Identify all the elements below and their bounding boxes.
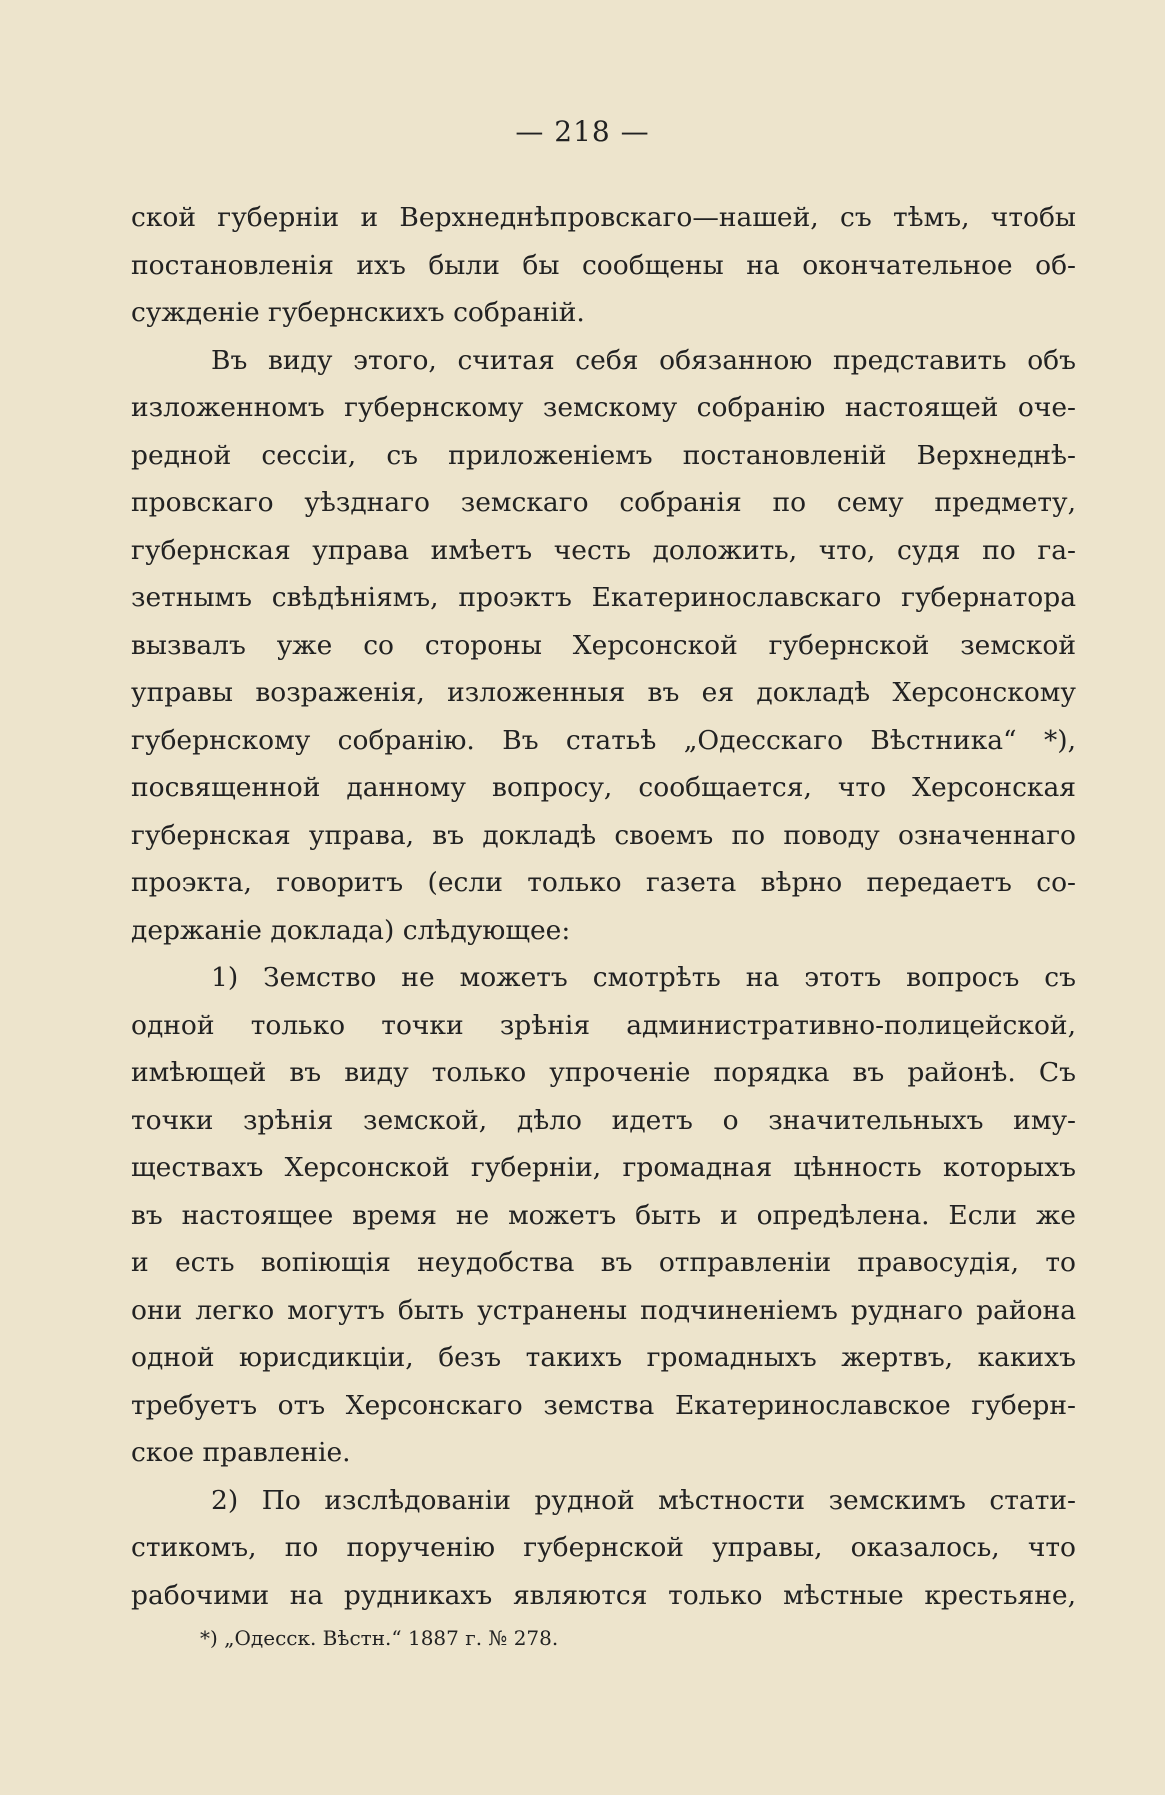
text-line: держаніе доклада) слѣдующее: bbox=[131, 914, 571, 946]
text-line: губернская управа имѣетъ честь доложить, что, судя по га- bbox=[131, 534, 1076, 566]
text-line: ской губерніи и Верхнеднѣпровскаго—нашей, съ тѣмъ, чтобы bbox=[131, 202, 1076, 233]
text-line: рабочими на рудникахъ являются только мѣстные крестьяне, bbox=[131, 1579, 1076, 1611]
page-number: — 218 — bbox=[515, 115, 650, 148]
text-line: редной сессіи, съ приложеніемъ постановленій Верхнеднѣ- bbox=[131, 439, 1076, 471]
text-line: губернскому собранію. Въ статьѣ „Одесскаго Вѣстника“ *), bbox=[131, 724, 1076, 756]
text-line: имѣющей въ виду только упроченіе порядка въ районѣ. Съ bbox=[131, 1057, 1076, 1088]
text-line: они легко могутъ быть устранены подчиненіемъ руднаго района bbox=[131, 1294, 1076, 1326]
footnote: *) „Одесск. Вѣстн.“ 1887 г. № 278. bbox=[200, 1626, 559, 1650]
text-line: проэкта, говоритъ (если только газета вѣрно передаетъ со- bbox=[131, 867, 1076, 898]
text-line: постановленія ихъ были бы сообщены на окончательное об- bbox=[131, 249, 1076, 281]
text-line: одной юрисдикціи, безъ такихъ громадныхъ жертвъ, какихъ bbox=[131, 1342, 1076, 1373]
text-line: ществахъ Херсонской губерніи, громадная цѣнность которыхъ bbox=[131, 1152, 1076, 1183]
text-line: и есть вопіющія неудобства въ отправленіи правосудія, то bbox=[131, 1247, 1076, 1278]
text-line: стикомъ, по порученію губернской управы, оказалось, что bbox=[131, 1532, 1076, 1563]
text-line: одной только точки зрѣнія административно-полицейской, bbox=[131, 1009, 1076, 1041]
text-line: ское правленіе. bbox=[131, 1437, 351, 1468]
text-line: управы возраженія, изложенныя въ ея докладѣ Херсонскому bbox=[131, 677, 1076, 708]
text-line: требуетъ отъ Херсонскаго земства Екатеринославское губерн- bbox=[131, 1389, 1076, 1421]
text-line: губернская управа, въ докладѣ своемъ по поводу означеннаго bbox=[131, 819, 1076, 851]
text-line: въ настоящее время не можетъ быть и опредѣлена. Если же bbox=[131, 1199, 1076, 1231]
text-line: 2) По изслѣдованіи рудной мѣстности земскимъ стати- bbox=[211, 1484, 1076, 1516]
text-line: 1) Земство не можетъ смотрѣть на этотъ вопросъ съ bbox=[211, 962, 1076, 993]
text-line: изложенномъ губернскому земскому собранію настоящей оче- bbox=[131, 392, 1076, 423]
text-line: вызвалъ уже со стороны Херсонской губернской земской bbox=[131, 629, 1076, 661]
text-line: посвященной данному вопросу, сообщается, что Херсонская bbox=[131, 772, 1076, 803]
text-line: зетнымъ свѣдѣніямъ, проэктъ Екатеринославскаго губернатора bbox=[131, 582, 1076, 613]
body-text bbox=[131, 194, 1076, 1619]
text-line: сужденіе губернскихъ собраній. bbox=[131, 297, 585, 328]
text-line: Въ виду этого, считая себя обязанною представить объ bbox=[211, 344, 1076, 376]
text-line: провскаго уѣзднаго земскаго собранія по сему предмету, bbox=[131, 487, 1076, 518]
text-line: точки зрѣнія земской, дѣло идетъ о значительныхъ иму- bbox=[131, 1104, 1076, 1136]
